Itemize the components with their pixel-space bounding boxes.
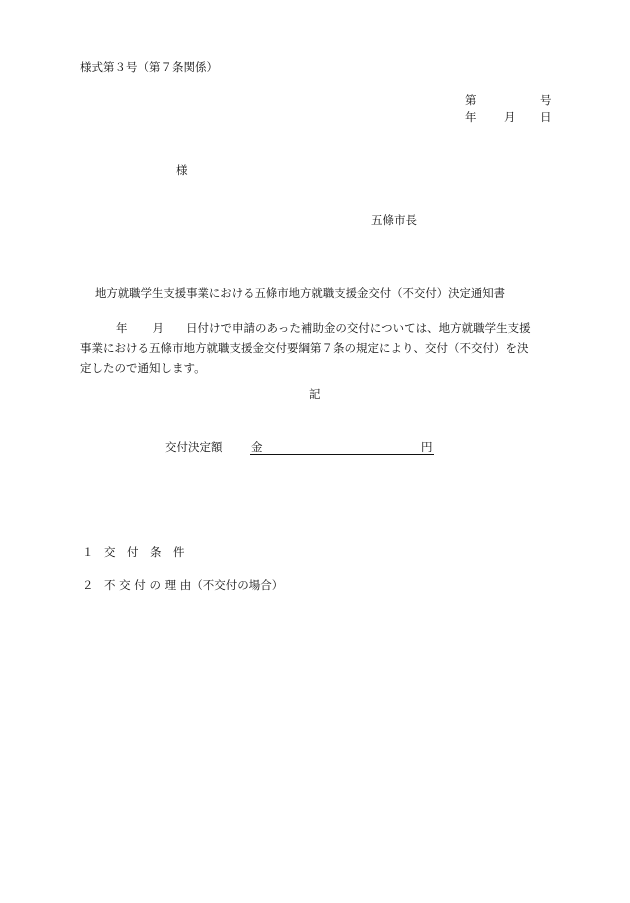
form-number: 様式第３号（第７条関係） — [80, 60, 218, 74]
amount-prefix: 金 — [251, 440, 263, 454]
body-line-1-text: 日付けで申請のあった補助金の交付については、地方就職学生支援 — [186, 321, 531, 335]
addressee-honorific: 様 — [176, 163, 188, 177]
amount-underline — [250, 454, 434, 455]
body-line-3: 定したので通知します。 — [80, 361, 206, 375]
date-year: 年 — [465, 110, 477, 124]
ki-heading: 記 — [309, 387, 321, 401]
amount-label: 交付決定額 — [165, 440, 223, 454]
body-paragraph — [80, 318, 570, 378]
item-2-number: ２ — [82, 578, 94, 592]
doc-number-prefix: 第 — [465, 93, 477, 107]
doc-number-suffix: 号 — [540, 93, 552, 107]
body-month: 月 — [152, 321, 164, 335]
document-title: 地方就職学生支援事業における五條市地方就職支援金交付（不交付）決定通知書 — [95, 286, 506, 300]
item-1-label: 交 付 条 件 — [104, 545, 185, 559]
item-2-label: 不 交 付 の 理 由（不交付の場合） — [104, 578, 284, 592]
date-day: 日 — [540, 110, 552, 124]
date-month: 月 — [504, 110, 516, 124]
item-1-number: １ — [82, 545, 94, 559]
body-line-1 — [80, 318, 570, 338]
body-year: 年 — [116, 321, 128, 335]
body-line-2: 事業における五條市地方就職支援金交付要綱第７条の規定により、交付（不交付）を決 — [80, 341, 529, 355]
sender-name: 五條市長 — [371, 213, 417, 227]
amount-suffix: 円 — [421, 440, 433, 454]
